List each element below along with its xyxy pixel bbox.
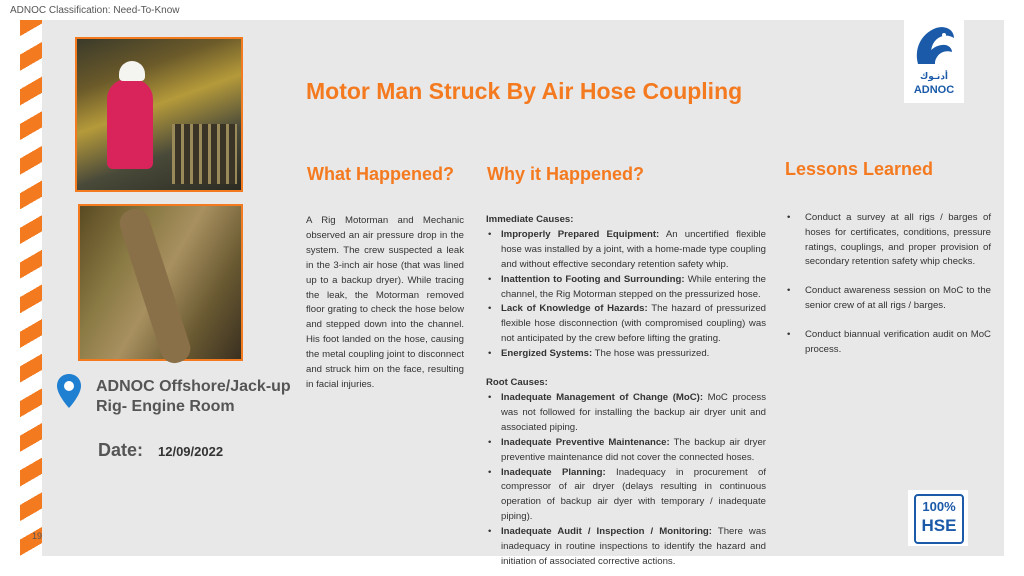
list-item <box>486 347 766 362</box>
spacer <box>486 362 766 376</box>
what-happened-text: A Rig Motorman and Mechanic observed an air pressure drop in the system. The crew suspected a leak in the 3-inch air hose (that was lined up to a backup dryer). While tracing the leak, the Motorman removed floor grating to check the hose below and stepped down into the channel. His foot landed on the hose, causing the metal coupling joint to disconnect and struck him on the face, resulting in facial injuries. <box>306 215 464 390</box>
cause-text: The hose was pressurized. <box>592 348 710 360</box>
what-happened-heading: What Happened? <box>307 164 454 184</box>
cause-text: The hazard of pressurized flexible hose disconnection (with compromised coupling) was not anticipated by the crew before lifting the grating. <box>501 303 766 345</box>
list-item: • Conduct awareness session on MoC to the senior crew of at all rigs / barges. <box>785 284 991 314</box>
worker-figure <box>107 79 153 169</box>
cause-text: An uncertified flexible hose was installed by a joint, with a home-made type coupling and without effective secondary retention safety whip. <box>501 228 767 270</box>
date-label: Date: <box>98 440 144 460</box>
hse-text: HSE <box>921 516 957 535</box>
immediate-causes-label: Immediate Causes: <box>486 214 574 225</box>
list-item <box>486 466 766 526</box>
hse-100-logo <box>908 490 968 546</box>
helmet-figure <box>119 61 145 81</box>
page-number: 19 <box>32 531 43 541</box>
cause-title: Inattention to Footing and Surrounding: <box>501 273 685 285</box>
cause-title: Energized Systems: <box>501 348 593 360</box>
list-item <box>486 525 766 570</box>
date-value: 12/09/2022 <box>158 444 224 459</box>
cause-title: Improperly Prepared Equipment: <box>501 228 660 240</box>
cause-title: Inadequate Management of Change (MoC): <box>501 391 704 403</box>
list-item <box>486 228 766 273</box>
root-causes-label: Root Causes: <box>486 377 548 389</box>
why-happened-heading: Why it Happened? <box>487 164 644 184</box>
hse-percent-text: 100% <box>922 499 956 514</box>
list-item <box>486 436 766 466</box>
cause-title: Inadequate Preventive Maintenance: <box>501 436 670 448</box>
cause-title: Inadequate Planning: <box>501 466 606 478</box>
lessons-learned-section <box>785 211 991 371</box>
cause-text: MoC process was not followed for installing the backup air dryer unit and associated piping. <box>501 391 766 433</box>
list-item <box>486 302 766 347</box>
air-hose-figure <box>116 205 194 366</box>
list-item <box>486 273 766 303</box>
lessons-learned-heading: Lessons Learned <box>785 159 934 179</box>
adnoc-name-text: ADNOC <box>913 84 955 96</box>
lessons-list <box>785 211 991 357</box>
cause-title: Inadequate Audit / Inspection / Monitoring: <box>501 526 712 538</box>
classification-label: ADNOC Classification: Need-To-Know <box>10 5 180 16</box>
incident-photo-worker <box>75 37 243 192</box>
location-text: ADNOC Offshore/Jack-up Rig- Engine Room <box>96 378 291 415</box>
immediate-causes-list <box>486 228 766 362</box>
location-pin-icon <box>56 373 82 409</box>
list-item: • Conduct a survey at all rigs / barges of hoses for certificates, conditions, pressure ratings, couplings, and proper provision of secondary retention safety whip checks. <box>785 211 991 270</box>
cause-text: While entering the channel, the Rig Motorman stepped on the pressurized hose. <box>501 273 766 300</box>
floor-grating-figure <box>172 124 237 184</box>
adnoc-arabic-text: أدنـوك <box>919 72 949 82</box>
slide-title: Motor Man Struck By Air Hose Coupling <box>306 78 743 104</box>
adnoc-falcon-icon <box>904 20 964 72</box>
cause-title: Lack of Knowledge of Hazards: <box>501 303 648 315</box>
adnoc-logo <box>904 20 964 103</box>
why-happened-section <box>486 213 766 570</box>
hse-badge <box>914 494 964 544</box>
hazard-stripes <box>20 20 42 556</box>
cause-text: The backup air dryer preventive maintenance did not cover the connected hoses. <box>501 436 766 463</box>
cause-text: There was inadequacy in routine inspections to identify the hazard and initiation of associated corrective actions. <box>501 526 766 567</box>
list-item: • Conduct biannual verification audit on MoC process. <box>785 328 991 358</box>
incident-photo-hose <box>78 204 243 361</box>
root-causes-list <box>486 391 766 570</box>
list-item <box>486 391 766 436</box>
slide <box>20 20 1004 567</box>
cause-text: Inadequacy in procurement of compressor of air dryer (delays resulting in continuous operation of backup air dyer with temporary / inadequate piping). <box>501 466 766 523</box>
